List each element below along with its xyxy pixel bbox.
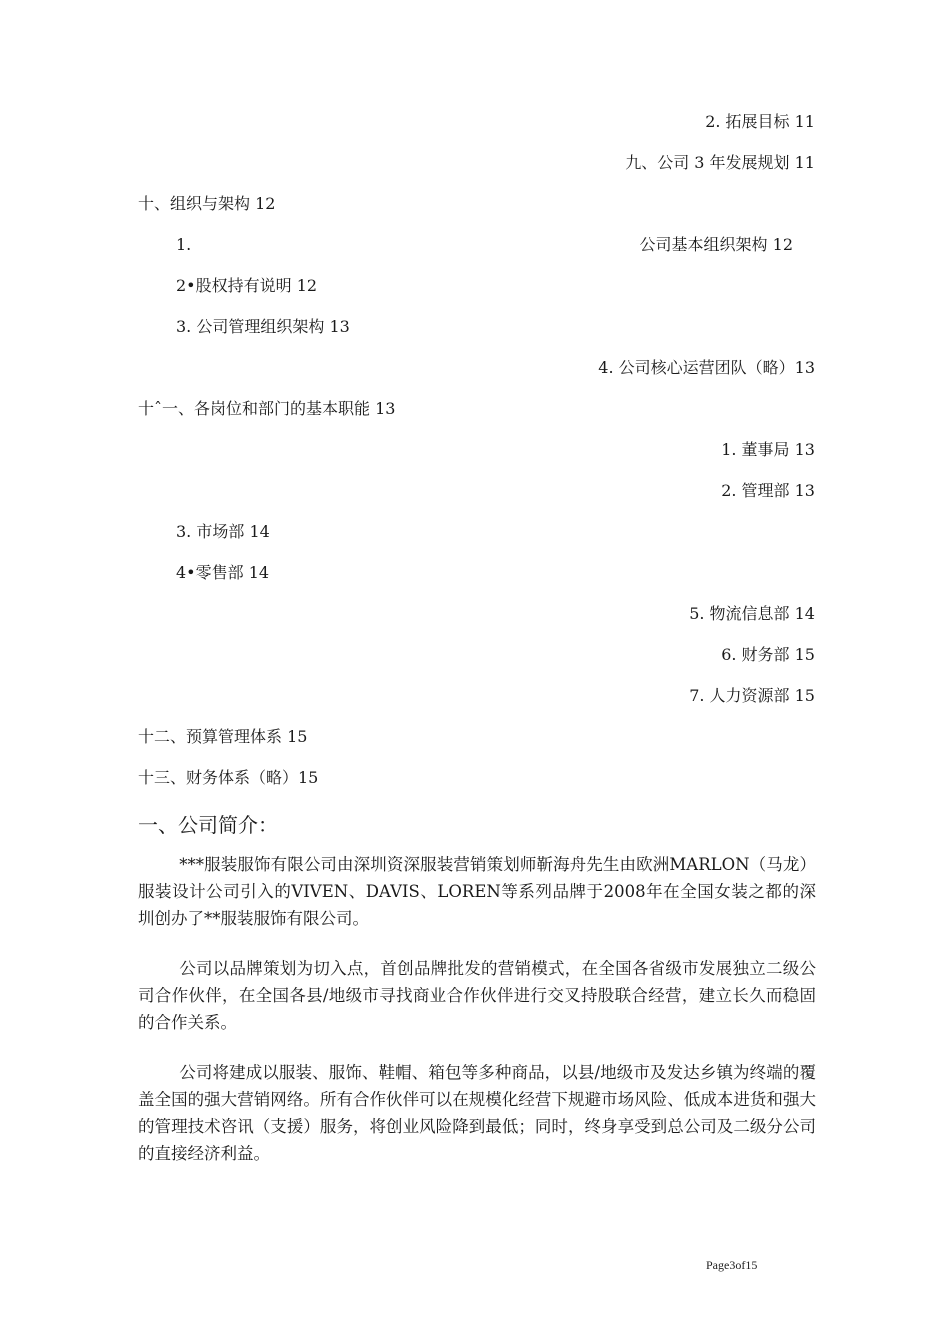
toc-entry: 3. 市场部 14 [176, 522, 270, 541]
toc-entry: 十二、预算管理体系 15 [138, 727, 308, 746]
toc-entry: 5. 物流信息部 14 [689, 604, 815, 623]
toc-entry: 九、公司 3 年发展规划 11 [625, 153, 815, 172]
toc-entry: 4•零售部 14 [176, 563, 270, 582]
body-paragraph: ***服装服饰有限公司由深圳资深服装营销策划师靳海舟先生由欧洲MARLON（马龙）服装设计公司引入的VIVEN、DAVIS、LOREN等系列品牌于2008年在全国女装之都的深圳创办了**服装服饰有限公司。 [138, 855, 816, 928]
toc-entry-number: 1. [176, 235, 192, 254]
toc-entry: 2. 管理部 13 [721, 481, 815, 500]
toc-entry: 十、组织与架构 12 [138, 194, 276, 213]
toc-entry: 7. 人力资源部 15 [689, 686, 815, 705]
toc-entry: 2•股权持有说明 12 [176, 276, 318, 295]
body-paragraph: 公司将建成以服装、服饰、鞋帽、箱包等多种商品，以县/地级市及发达乡镇为终端的覆盖全国的强大营销网络。所有合作伙伴可以在规模化经营下规避市场风险、低成本进货和强大的管理技术咨讯（支援）服务，将创业风险降到最低；同时，终身享受到总公司及二级分公司的直接经济利益。 [138, 1063, 816, 1163]
toc-entry: 1. 董事局 13 [721, 440, 815, 459]
toc-entry: 公司基本组织架构 12 [639, 235, 793, 254]
toc-entry: 十ˆ一、各岗位和部门的基本职能 13 [138, 399, 396, 418]
toc-entry: 6. 财务部 15 [721, 645, 815, 664]
section-heading: 一、公司简介： [138, 813, 278, 837]
page-number: Page3of15 [706, 1258, 758, 1272]
toc-entry: 十三、财务体系（略）15 [138, 768, 319, 787]
toc-entry: 3. 公司管理组织架构 13 [176, 317, 350, 336]
body-paragraph: 公司以品牌策划为切入点，首创品牌批发的营销模式，在全国各省级市发展独立二级公司合作伙伴，在全国各县/地级市寻找商业合作伙伴进行交叉持股联合经营，建立长久而稳固的合作关系。 [138, 959, 816, 1032]
toc-entry: 4. 公司核心运营团队（略）13 [598, 358, 815, 377]
toc-entry: 2. 拓展目标 11 [705, 112, 815, 131]
